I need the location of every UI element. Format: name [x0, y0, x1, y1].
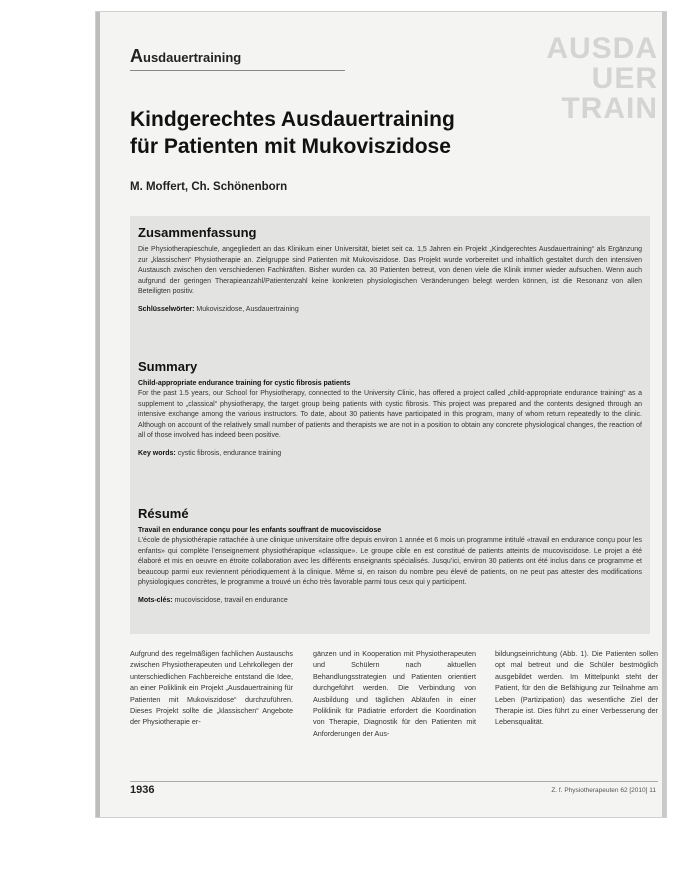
abstract-box [130, 216, 650, 634]
summary-subheading: Child-appropriate endurance training for cystic fibrosis patients [138, 380, 351, 387]
page-edge-left [96, 12, 100, 817]
article-title: Kindgerechtes Ausdauertraining für Patienten mit Mukoviszidose [130, 108, 455, 158]
summary-text: For the past 1.5 years, our School for Physiotherapy, connected to the University Clinic, has offered a project called „child-appropriate endurance training“ as a supplement to „classical“ physiotherapy, the target group being patients with cystic fibrosis. This project was prepared and the contents designed through an intensive exchange among the various instructors. To date, about 30 patients have participated in this program, many of whom return repeatedly to the clinic. Although on account of the relatively small number of patients and therapists we are not in a position to obtain any concrete physiological changes, the reaction of all of those involved has indeed been positive. [138, 390, 642, 440]
watermark-text: AUSDA UER TRAIN [546, 34, 658, 125]
page-number: 1936 [130, 784, 155, 796]
summary-section [138, 359, 642, 459]
resume-keywords: Mots-clés: mucoviscidose, travail en endurance [138, 596, 288, 604]
header-initial: A [130, 46, 143, 66]
header-rest: usdauertraining [143, 50, 242, 65]
resume-heading: Résumé [138, 506, 189, 521]
resume-text: L’école de physiothérapie rattachée à une clinique universitaire offre depuis environ 1 année et 6 mois un programme intitulé «travail en endurance conçu pour les enfants» qui complète l’enseignement physiothérapique «classique». Le groupe cible en est constitué de patients atteints de mucoviscidose. Le projet a été élaboré et mis en oeuvre en étroite collaboration avec les différents enseignants spécialisés. Jusqu’ici, environ 30 patients ont été inclus dans ce programme et beaucoup parmi eux reviennent périodiquement à la clinique. Même si, en raison du nombre peu élevé de patients, on ne peut pas attester des modifications physiologiques concrètes, le programme a trouvé un écho très favorable parmi tous ceux qui y participent. [138, 537, 642, 587]
body-column-2: gänzen und in Kooperation mit Physiotherapeuten und Schülern nach aktuellen Behandlungsstrategien und Patienten orientiert durchgeführt werden. Die Verbindung von Ausbildung und täglichen Abläufen in einer Poliklinik für Pädiatrie erfordert die Koordination von Therapie, Diagnostik für den Patienten mit Anforderungen der Aus- [313, 649, 476, 738]
summary-keywords: Key words: cystic fibrosis, endurance training [138, 449, 282, 457]
body-column-3: bildungseinrichtung (Abb. 1). Die Patienten sollen opt mal betreut und die Schüler bestmöglich ausgebildet werden. Im Mittelpunkt steht der Patient, für den die Befähigung zur Teilnahme am Leben (Partizipation) das wesentliche Ziel der Therapie ist. Dies führt zu einer Verbesserung der Lebensqualität. [495, 649, 658, 727]
body-columns [130, 648, 658, 768]
body-column-1: Aufgrund des regelmäßigen fachlichen Austauschs zwischen Physiotherapeuten und Lehrkollegen der unterschiedlichen Fachbereiche entstand die Idee, an einer Poliklinik ein Projekt „Ausdauertraining für Patienten mit Mukoviszidose“ durchzuführen. Dieses Projekt sollte die „klassischen“ Angebote der Physiotherapie er- [130, 649, 293, 727]
zusammenfassung-text: Die Physiotherapieschule, angegliedert an das Klinikum einer Universität, bietet seit ca. 1,5 Jahren ein Projekt „Kindgerechtes Ausdauertraining“ als Ergänzung zur „klassischen“ Physiotherapie an. Zielgruppe sind Patienten mit Mukoviszidose. Das Projekt wurde vorbereitet und inhaltlich gestaltet durch den intensiven Austausch zwischen den verschiedenen Fachkräften. Bisher wurden ca. 30 Patienten betreut, von denen viele die Klinik immer wieder aufsuchen. Wenn auch aufgrund der geringen Therapieanzahl/Patientenzahl keine konkreten physiologischen Veränderungen belegt werden können, ist die Resonanz von allen Beteiligten positiv. [138, 246, 642, 296]
page-edge-right [662, 12, 666, 817]
summary-heading: Summary [138, 359, 198, 374]
journal-citation: Z. f. Physiotherapeuten 62 [2010] 11 [551, 787, 656, 794]
resume-section [138, 506, 642, 606]
zusammenfassung-section [138, 225, 642, 315]
section-header [130, 46, 345, 71]
zusammenfassung-keywords: Schlüsselwörter: Mukoviszidose, Ausdauertraining [138, 305, 299, 313]
footer-divider [130, 781, 658, 782]
zusammenfassung-heading: Zusammenfassung [138, 225, 257, 240]
resume-subheading: Travail en endurance conçu pour les enfants souffrant de mucoviscidose [138, 527, 382, 534]
authors: M. Moffert, Ch. Schönenborn [130, 181, 288, 193]
